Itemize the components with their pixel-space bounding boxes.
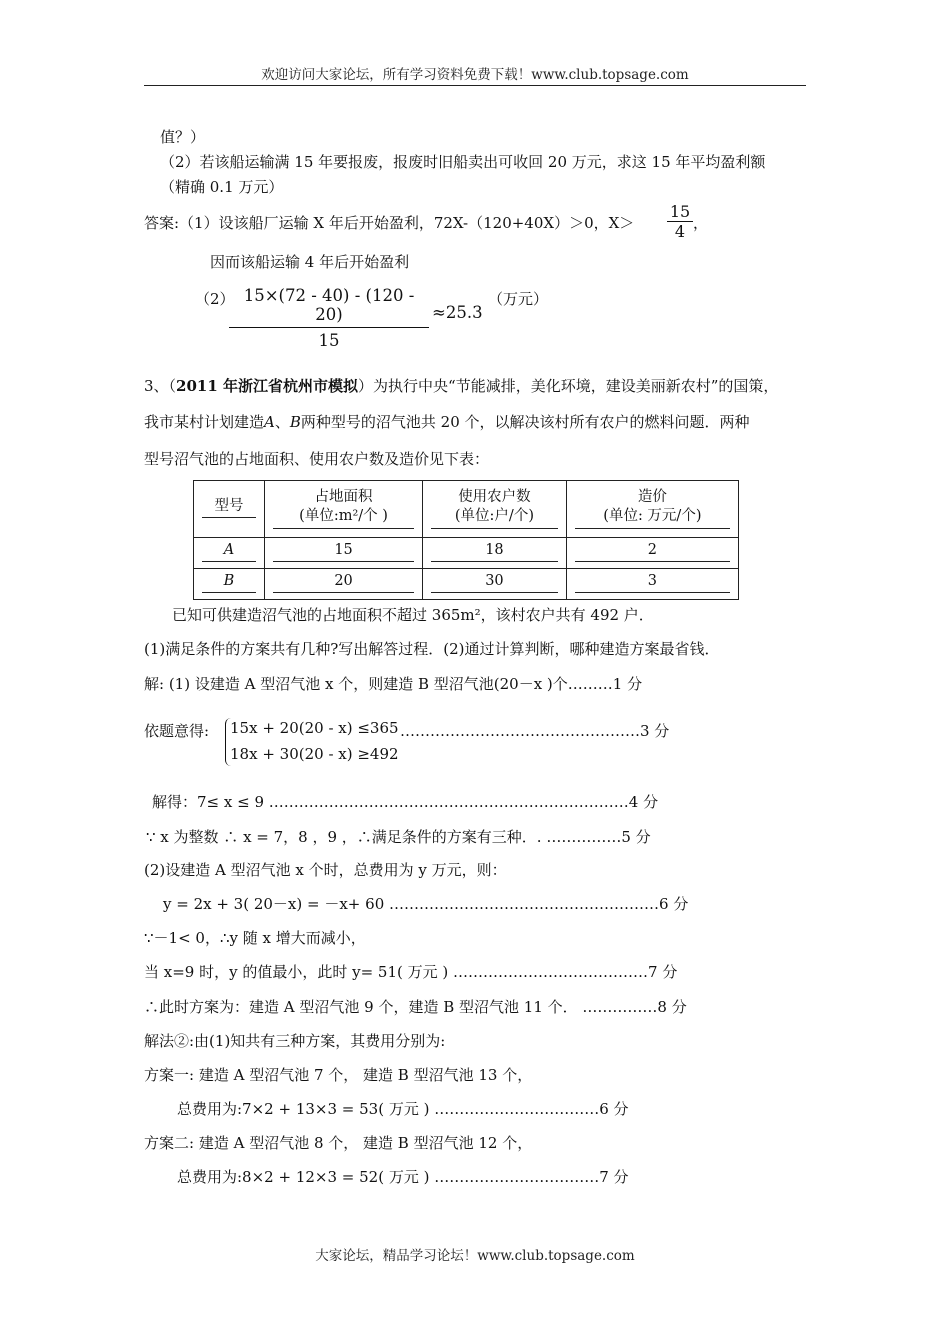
answer-line2: 因而该船运输 4 年后开始盈利 (210, 253, 410, 271)
solution2-equation: y = 2x + 3( 20－x) = －x+ 60 ………………………………………………6 分 (163, 895, 689, 913)
plan-one: 方案一: 建造 A 型沼气池 7 个， 建造 B 型沼气池 13 个， (144, 1066, 533, 1084)
problem3-number: 3、（ (144, 377, 177, 395)
part2-label: （2） (195, 290, 235, 308)
problem3-intro-line3: 型号沼气池的占地面积、使用农户数及造价见下表： (144, 450, 490, 468)
solution-range: 解得：7≤ x ≤ 9 ………………………………………………………………4 分 (152, 793, 659, 811)
answer-fraction (667, 202, 693, 241)
problem2-part2-line1: （2）若该船运输满 15 年要报废，报废时旧船卖出可收回 20 万元，求这 15 年平均盈利额 (160, 153, 766, 171)
table-header-cell: 使用农户数 (单位:户/个) (423, 481, 567, 538)
table-cell: 30 (423, 569, 567, 600)
table-cell: 15 (265, 538, 423, 569)
answer-fraction-denominator: 4 (674, 222, 686, 241)
answer-fraction-numerator: 15 (669, 202, 691, 221)
questions: (1)满足条件的方案共有几种?写出解答过程．(2)通过计算判断，哪种建造方案最省钱． (144, 640, 720, 658)
header-divider (144, 85, 806, 86)
plan-two-cost: 总费用为:8×2 + 12×3 = 52( 万元 ) ……………………………7 分 (177, 1168, 629, 1186)
alt-method-intro: 解法②:由(1)知共有三种方案，其费用分别为: (144, 1032, 446, 1050)
solution-integers: ∵ x 为整数 ∴ x = 7，8 ，9 ，∴满足条件的方案有三种．. ……………5 分 (146, 828, 651, 846)
solution2-minimum: 当 x=9 时，y 的值最小，此时 y= 51( 万元 ) …………………………………7 分 (144, 963, 678, 981)
table-cell: B (194, 569, 265, 600)
table-header-row (194, 481, 739, 538)
system-equation-1: 15x + 20(20 - x) ≤365 (230, 719, 399, 737)
part2-approx: ≈25.3 (432, 303, 483, 322)
part2-unit: （万元） (488, 290, 549, 308)
answer-line1-tail: ， (693, 214, 709, 232)
table-header-cell: 型号 (194, 481, 265, 538)
table-cell: 2 (566, 538, 738, 569)
page-footer: 大家论坛，精品学习论坛！www.club.topsage.com (315, 1248, 635, 1264)
part2-fraction (229, 286, 429, 350)
system-score: …………………………………………3 分 (400, 722, 670, 740)
problem3-intro: ）为执行中央“节能减排，美化环境，建设美丽新农村”的国策， (358, 377, 779, 395)
system-label: 依题意得: (144, 722, 210, 740)
known-conditions: 已知可供建造沼气池的占地面积不超过 365m²，该村农户共有 492 户． (172, 606, 654, 624)
table-row (194, 538, 739, 569)
problem2-continuation: 值？） (160, 128, 206, 146)
table-cell: A (194, 538, 265, 569)
specs-table (193, 480, 739, 600)
solution2-reason: ∵－1< 0，∴y 随 x 增大而减小， (144, 929, 366, 947)
problem2-part2-line2: （精确 0.1 万元） (160, 178, 284, 196)
system-equation-2: 18x + 30(20 - x) ≥492 (230, 745, 399, 763)
solution2-intro: (2)设建造 A 型沼气池 x 个时，总费用为 y 万元，则： (144, 861, 507, 879)
table-row (194, 569, 739, 600)
problem3-intro-line2: 我市某村计划建造A、B两种型号的沼气池共 20 个，以解决该村所有农户的燃料问题．两种 (144, 413, 750, 431)
table-header-cell: 造价 (单位: 万元/个) (566, 481, 738, 538)
solution2-conclusion: ∴此时方案为：建造 A 型沼气池 9 个，建造 B 型沼气池 11 个． ……………8 分 (144, 998, 687, 1016)
problem3-source: 2011 年浙江省杭州市模拟 (176, 377, 359, 395)
answer-line1: 答案:（1）设该船厂运输 X 年后开始盈利，72X-（120+40X）＞0，X＞ (144, 214, 635, 232)
table-cell: 3 (566, 569, 738, 600)
solution-step1: 解: (1) 设建造 A 型沼气池 x 个，则建造 B 型沼气池(20－x )个………1 分 (144, 675, 643, 693)
plan-one-cost: 总费用为:7×2 + 13×3 = 53( 万元 ) ……………………………6 分 (177, 1100, 629, 1118)
table-header-cell: 占地面积 (单位:m²/个 ) (265, 481, 423, 538)
table-cell: 18 (423, 538, 567, 569)
page-header: 欢迎访问大家论坛，所有学习资料免费下载！www.club.topsage.com (261, 67, 689, 83)
part2-denominator: 15 (318, 331, 340, 350)
plan-two: 方案二: 建造 A 型沼气池 8 个， 建造 B 型沼气池 12 个， (144, 1134, 533, 1152)
problem3-intro-line1 (144, 377, 778, 395)
part2-numerator: 15×(72 - 40) - (120 - 20) (243, 286, 415, 324)
table-cell: 20 (265, 569, 423, 600)
